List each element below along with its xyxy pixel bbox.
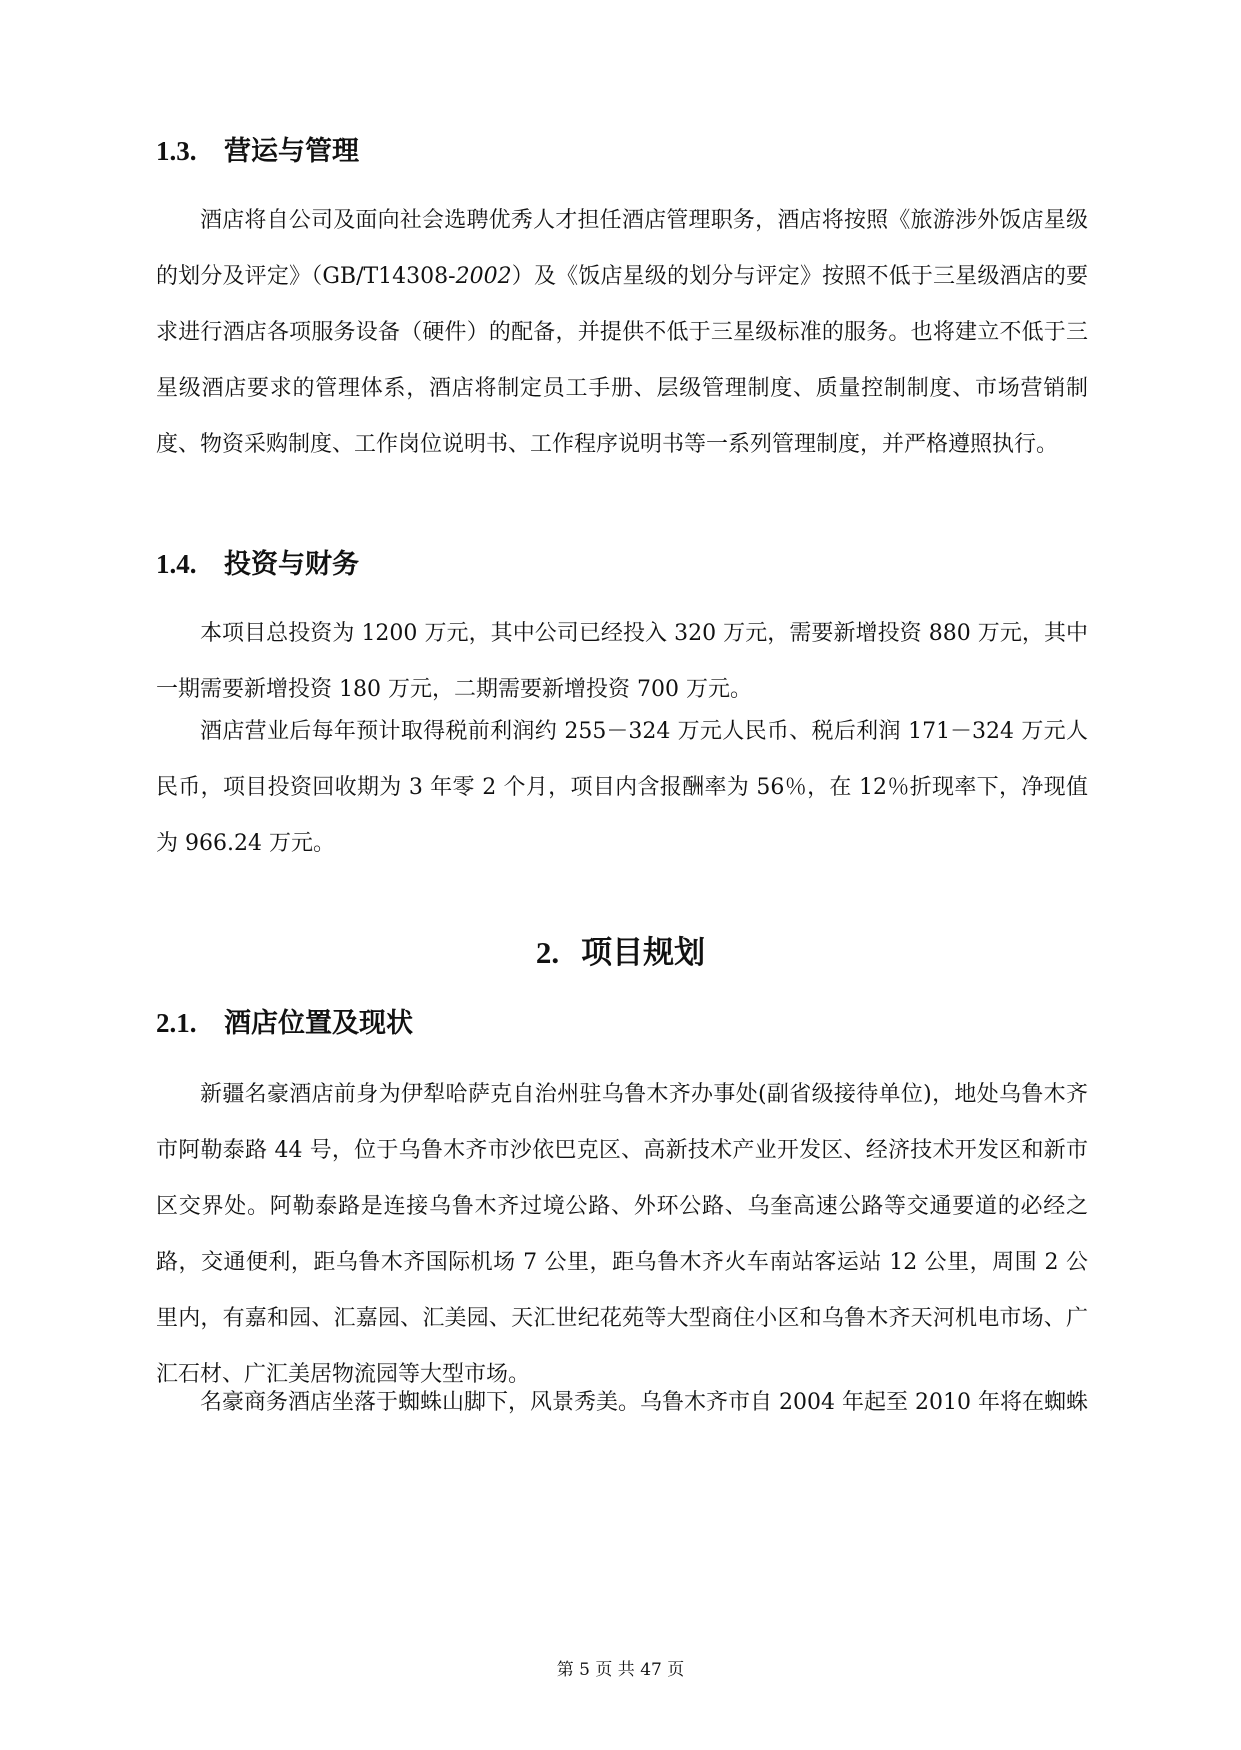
paragraph-investment: 本项目总投资为 1200 万元，其中公司已经投入 320 万元，需要新增投资 880 万元，其中一期需要新增投资 180 万元，二期需要新增投资 700 万元。	[156, 621, 1088, 702]
standard-year: 2002	[455, 264, 512, 289]
section-title: 酒店位置及现状	[224, 1008, 413, 1039]
section-heading-2-1	[156, 1005, 413, 1042]
paragraph-text: 酒店将自公司及面向社会选聘优秀人才担任酒店管理职务，酒店将按照《旅游涉外饭店星级的划分及评定》（GB/T14308-	[156, 208, 1088, 289]
chapter-heading-2	[0, 933, 1241, 973]
paragraph-finance: 酒店营业后每年预计取得税前利润约 255－324 万元人民币、税后利润 171－324 万元人民币，项目投资回收期为 3 年零 2 个月，项目内含报酬率为 56％，在 12％折现率下，净现值为 966.24 万元。	[156, 719, 1088, 856]
chapter-number: 2.	[535, 935, 560, 970]
page-footer: 第 5 页 共 47 页	[556, 1660, 685, 1680]
chapter-title: 项目规划	[581, 935, 706, 971]
paragraph-scenery: 名豪商务酒店坐落于蜘蛛山脚下，风景秀美。乌鲁木齐市自 2004 年起至 2010 年将在蜘蛛	[200, 1390, 1088, 1415]
section-number: 1.4.	[156, 549, 197, 579]
section-number: 1.3.	[156, 136, 197, 166]
section-number: 2.1.	[156, 1008, 197, 1038]
section-title: 营运与管理	[224, 136, 359, 167]
paragraph-text: ）及《饭店星级的划分与评定》按照不低于三星级酒店的要求进行酒店各项服务设备（硬件）的配备，并提供不低于三星级标准的服务。也将建立不低于三星级酒店要求的管理体系，酒店将制定员工手册、层级管理制度、质量控制制度、市场营销制度、物资采购制度、工作岗位说明书、工作程序说明书等一系列管理制度，并严格遵照执行。	[156, 264, 1088, 457]
section-title: 投资与财务	[224, 549, 359, 580]
section-heading-1-4	[156, 546, 359, 583]
paragraph-location: 新疆名豪酒店前身为伊犁哈萨克自治州驻乌鲁木齐办事处(副省级接待单位)，地处乌鲁木齐市阿勒泰路 44 号，位于乌鲁木齐市沙依巴克区、高新技术产业开发区、经济技术开发区和新市区交界处。阿勒泰路是连接乌鲁木齐过境公路、外环公路、乌奎高速公路等交通要道的必经之路，交通便利，距乌鲁木齐国际机场 7 公里，距乌鲁木齐火车南站客运站 12 公里，周围 2 公里内，有嘉和园、汇嘉园、汇美园、天汇世纪花苑等大型商住小区和乌鲁木齐天河机电市场、广汇石材、广汇美居物流园等大型市场。	[156, 1082, 1088, 1387]
section-heading-1-3	[156, 133, 359, 170]
paragraph-operations	[156, 193, 1088, 473]
